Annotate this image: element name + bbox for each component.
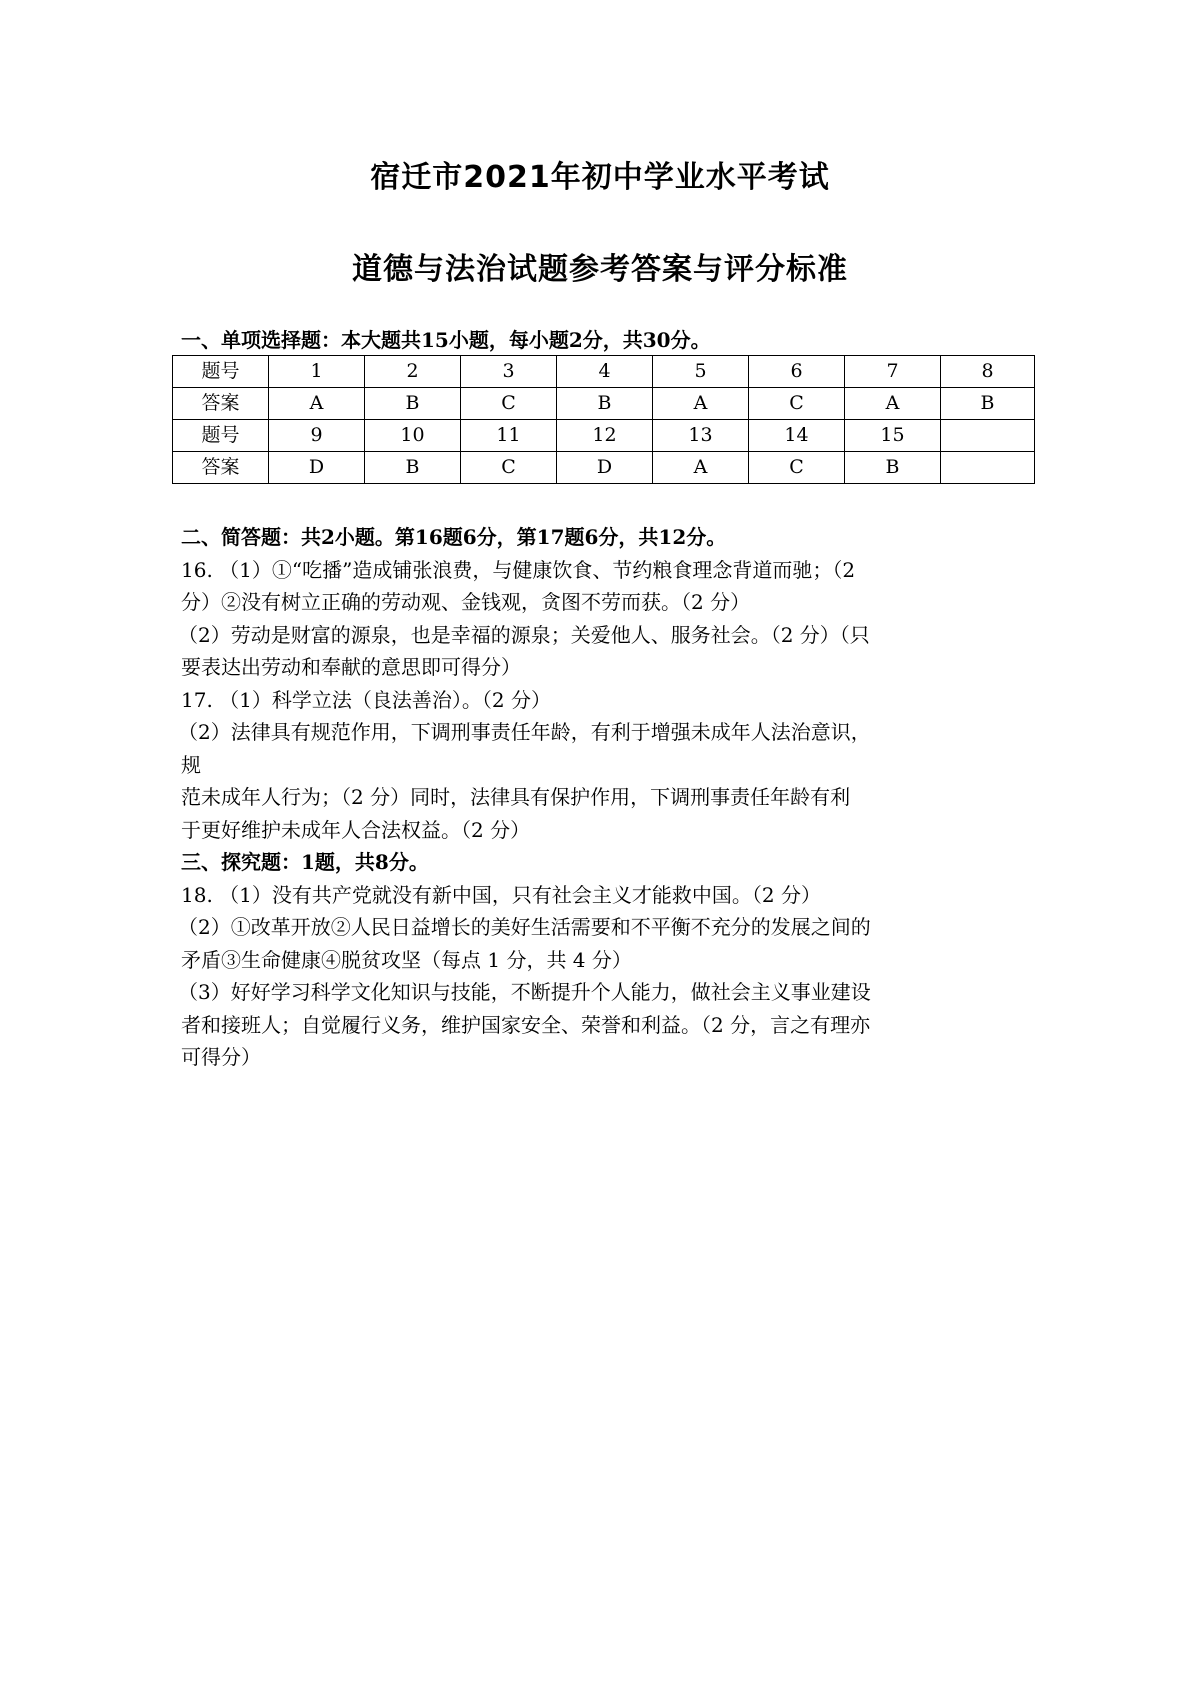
answer-line: 16. （1）①“吃播”造成铺张浪费，与健康饮食、节约粮食理念背道而驰；（2: [181, 557, 856, 582]
answer-line: 分）②没有树立正确的劳动观、金钱观，贪图不劳而获。（2 分）: [181, 590, 751, 614]
answer-line: 规: [181, 752, 201, 777]
table-cell: A: [653, 388, 749, 420]
table-cell: 15: [845, 420, 941, 452]
answer-line: （2）法律具有规范作用，下调刑事责任年龄，有利于增强未成年人法治意识，: [178, 720, 871, 744]
table-cell: 2: [365, 356, 461, 388]
table-cell: 答案: [173, 388, 269, 420]
table-cell: [941, 452, 1035, 484]
table-cell: 7: [845, 356, 941, 388]
answer-line: 者和接班人；自觉履行义务，维护国家安全、荣誉和利益。（2 分，言之有理亦: [181, 1012, 871, 1037]
table-cell: 6: [749, 356, 845, 388]
table-cell: B: [365, 452, 461, 484]
table-cell: C: [461, 452, 557, 484]
table-cell: 题号: [173, 356, 269, 388]
table-cell: B: [365, 388, 461, 420]
table-cell: 答案: [173, 452, 269, 484]
table-cell: 9: [269, 420, 365, 452]
answer-body: [178, 521, 1041, 1074]
answer-line: （2）①改革开放②人民日益增长的美好生活需要和不平衡不充分的发展之间的: [178, 915, 871, 939]
answer-line: 范未成年人行为；（2 分）同时，法律具有保护作用，下调刑事责任年龄有利: [181, 785, 851, 809]
table-cell: A: [269, 388, 365, 420]
table-cell: 5: [653, 356, 749, 388]
document-title: 宿迁市2021年初中学业水平考试: [370, 160, 830, 195]
answer-table: [172, 355, 1035, 484]
table-cell: 13: [653, 420, 749, 452]
table-cell: B: [557, 388, 653, 420]
section1-heading: 一、单项选择题：本大题共15小题，每小题2分，共30分。: [181, 328, 711, 352]
table-cell: C: [461, 388, 557, 420]
answer-line: 矛盾③生命健康④脱贫攻坚（每点 1 分，共 4 分）: [181, 947, 632, 972]
table-cell: C: [749, 388, 845, 420]
table-cell: B: [941, 388, 1035, 420]
answer-line: 17. （1）科学立法（良法善治）。（2 分）: [181, 687, 551, 712]
table-cell: 11: [461, 420, 557, 452]
table-cell: 4: [557, 356, 653, 388]
section2-heading: 二、简答题：共2小题。第16题6分，第17题6分，共12分。: [181, 525, 727, 549]
table-cell: 题号: [173, 420, 269, 452]
table-cell: 3: [461, 356, 557, 388]
table-cell: 10: [365, 420, 461, 452]
section3-heading: 三、探究题：1题，共8分。: [181, 850, 429, 874]
document-subtitle: 道德与法治试题参考答案与评分标准: [352, 252, 848, 287]
table-row: [173, 388, 1035, 420]
table-cell: D: [269, 452, 365, 484]
table-cell: D: [557, 452, 653, 484]
table-cell: B: [845, 452, 941, 484]
table-cell: 1: [269, 356, 365, 388]
table-cell: 12: [557, 420, 653, 452]
answer-line: 可得分）: [181, 1045, 261, 1069]
answer-line: 于更好维护未成年人合法权益。（2 分）: [181, 817, 531, 842]
table-cell: 14: [749, 420, 845, 452]
table-cell: 8: [941, 356, 1035, 388]
table-row: [173, 420, 1035, 452]
table-cell: C: [749, 452, 845, 484]
answer-line: 要表达出劳动和奉献的意思即可得分）: [181, 655, 521, 679]
table-row: [173, 452, 1035, 484]
table-cell: A: [653, 452, 749, 484]
answer-line: 18. （1）没有共产党就没有新中国，只有社会主义才能救中国。（2 分）: [181, 882, 821, 907]
table-row: [173, 356, 1035, 388]
answer-line: （2）劳动是财富的源泉，也是幸福的源泉；关爱他人、服务社会。（2 分）（只: [178, 622, 870, 647]
table-cell: [941, 420, 1035, 452]
table-cell: A: [845, 388, 941, 420]
answer-line: （3）好好学习科学文化知识与技能，不断提升个人能力，做社会主义事业建设: [178, 980, 871, 1004]
